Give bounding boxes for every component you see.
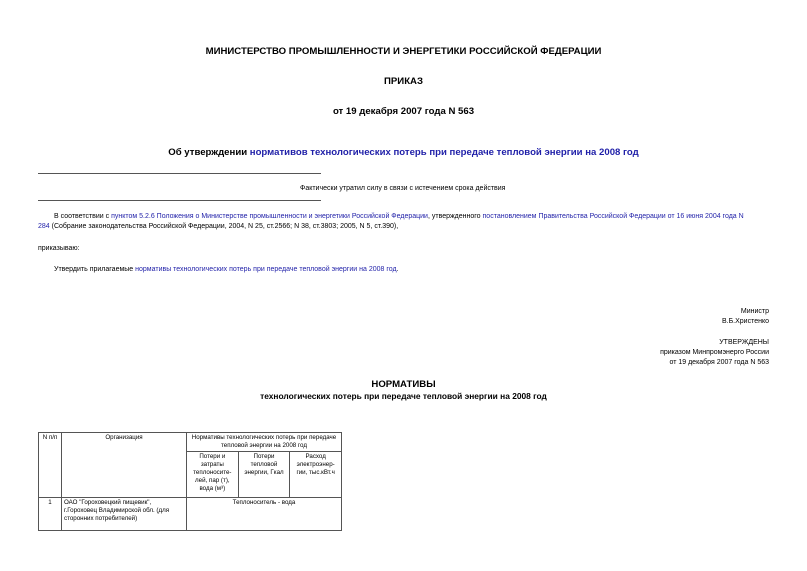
order-word: приказываю: xyxy=(38,245,80,252)
preamble-text-2: , утвержденного xyxy=(427,213,483,220)
resolution-link[interactable]: постановлением Правительства Российской Федерации от 16 июня 2004 года N xyxy=(482,213,744,220)
header-group: Нормативы технологических потерь при передаче тепловой энергии на 2008 год xyxy=(187,433,342,452)
signature-position: Министр xyxy=(740,308,769,315)
regulation-link[interactable]: пунктом 5.2.6 Положения о Министерстве промышленности и энергетики Российской Федерации xyxy=(111,213,428,220)
resolution-link-cont[interactable]: 284 xyxy=(38,223,50,230)
subject-prefix: Об утверждении xyxy=(168,147,250,158)
norms-table xyxy=(38,432,342,531)
row-org: ОАО "Гороховецкий пищевик", г.Гороховец Владимирской обл. (для сторонних потребителей) xyxy=(62,498,187,531)
preamble-text-1: В соответствии с xyxy=(54,213,112,220)
approval-block xyxy=(660,338,769,368)
approve-text-2: . xyxy=(396,266,399,273)
preamble-paragraph xyxy=(38,212,768,232)
doc-type: ПРИКАЗ xyxy=(384,76,423,87)
doc-subject xyxy=(0,147,807,158)
approval-line-1: УТВЕРЖДЕНЫ xyxy=(719,339,769,346)
annex-subtitle: технологических потерь при передаче тепловой энергии на 2008 год xyxy=(260,391,547,401)
header-org: Организация xyxy=(62,433,187,498)
table-row xyxy=(39,498,342,531)
preamble-text-3: (Собрание законодательства Российской Федерации, 2004, N 25, ст.2566; N 38, ст.3803; 2005, N 5, ст.390), xyxy=(49,223,399,230)
norms-link[interactable]: нормативы технологических потерь при передаче тепловой энергии на 2008 год xyxy=(135,266,397,273)
approval-line-2: приказом Минпромэнерго России xyxy=(660,349,769,356)
ministry-title: МИНИСТЕРСТВО ПРОМЫШЛЕННОСТИ И ЭНЕРГЕТИКИ РОССИЙСКОЙ ФЕДЕРАЦИИ xyxy=(205,46,602,57)
signature-block xyxy=(722,307,769,327)
divider-top xyxy=(38,173,321,174)
table-header-row xyxy=(39,433,342,452)
signature-name: В.Б.Христенко xyxy=(721,318,769,325)
divider-bottom xyxy=(38,200,321,201)
row-num: 1 xyxy=(39,498,62,531)
header-sub-1: Потери и затраты теплоносите-лей, пар (т), вода (м³) xyxy=(187,452,239,498)
approve-text-1: Утвердить прилагаемые xyxy=(54,266,136,273)
row-note: Теплоноситель - вода xyxy=(187,498,342,531)
header-sub-3: Расход электроэнер-гии, тыс.кВт.ч xyxy=(290,452,342,498)
annex-title: НОРМАТИВЫ xyxy=(371,379,436,390)
header-sub-2: Потери тепловой энергии, Гкал xyxy=(238,452,290,498)
approval-line-3: от 19 декабря 2007 года N 563 xyxy=(669,359,769,366)
subject-link[interactable]: нормативов технологических потерь при передаче тепловой энергии на 2008 год xyxy=(249,147,639,158)
status-note: Фактически утратил силу в связи с истечением срока действия xyxy=(300,185,506,192)
doc-date-number: от 19 декабря 2007 года N 563 xyxy=(332,106,475,117)
header-num: N п/п xyxy=(39,433,62,498)
approve-paragraph xyxy=(54,265,399,275)
